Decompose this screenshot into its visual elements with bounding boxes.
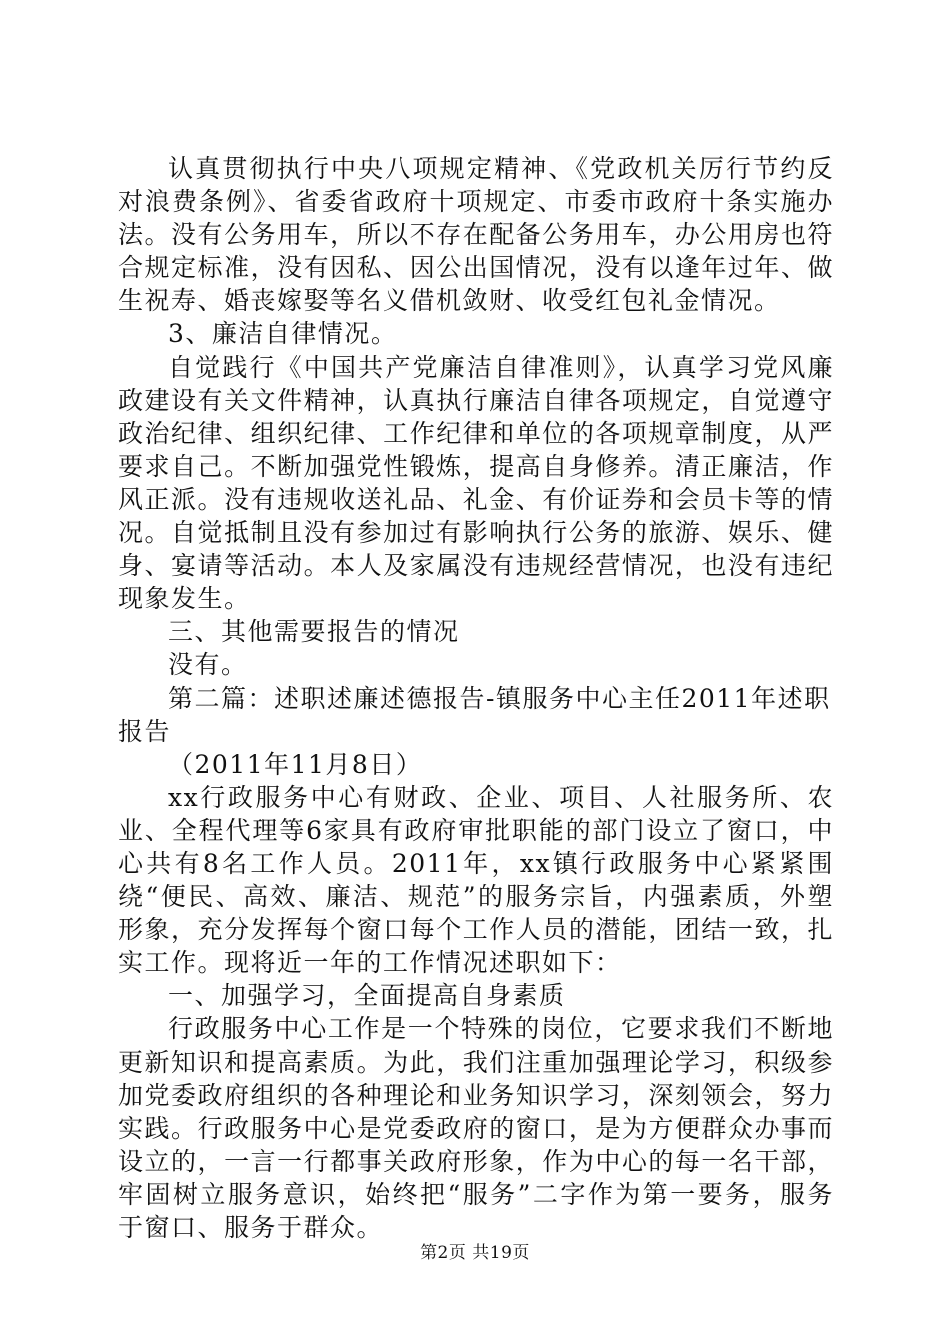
paragraph-none: 没有。 <box>168 650 248 680</box>
section-heading-integrity: 3、廉洁自律情况。 <box>168 319 398 349</box>
section-heading-study: 一、加强学习，全面提高自身素质 <box>168 981 566 1011</box>
section-heading-other-matters: 三、其他需要报告的情况 <box>168 617 460 647</box>
article-title-part-two: 第二篇：述职述廉述德报告-镇服务中心主任2011年述职报告 <box>118 683 831 746</box>
article-date: （2011年11月8日） <box>168 749 423 779</box>
paragraph-study-details: 行政服务中心工作是一个特殊的岗位，它要求我们不断地更新知识和提高素质。为此，我们注重加强理论学习，积级参加党委政府组织的各种理论和业务知识学习，深刻领会，努力实践。行政服务中心是党委政府的窗口，是为方便群众办事而设立的，一言一行都事关政府形象，作为中心的每一名干部，牢固树立服务意识，始终把“服务”二字作为第一要务，服务于窗口、服务于群众。 <box>118 1014 834 1242</box>
page-footer: 第2页 共19页 <box>420 1243 530 1263</box>
paragraph-service-center-intro: xx行政服务中心有财政、企业、项目、人社服务所、农业、全程代理等6家具有政府审批职能的部门设立了窗口，中心共有8名工作人员。2011年，xx镇行政服务中心紧紧围绕“便民、高效、廉洁、规范”的服务宗旨，内强素质，外塑形象，充分发挥每个窗口每个工作人员的潜能，团结一致，扎实工作。现将近一年的工作情况述职如下： <box>118 782 834 978</box>
paragraph-frugality-rules: 认真贯彻执行中央八项规定精神、《党政机关厉行节约反对浪费条例》、省委省政府十项规定、市委市政府十条实施办法。没有公务用车，所以不存在配备公务用车，办公用房也符合规定标准，没有因私、因公出国情况，没有以逢年过年、做生祝寿、婚丧嫁娶等名义借机敛财、收受红包礼金情况。 <box>118 154 834 316</box>
document-body <box>118 152 834 1244</box>
paragraph-integrity-self-discipline: 自觉践行《中国共产党廉洁自律准则》，认真学习党风廉政建设有关文件精神，认真执行廉洁自律各项规定，自觉遵守政治纪律、组织纪律、工作纪律和单位的各项规章制度，从严要求自己。不断加强党性锻炼，提高自身修养。清正廉洁，作风正派。没有违规收送礼品、礼金、有价证券和会员卡等的情况。自觉抵制且没有参加过有影响执行公务的旅游、娱乐、健身、宴请等活动。本人及家属没有违规经营情况，也没有违纪现象发生。 <box>118 352 834 614</box>
